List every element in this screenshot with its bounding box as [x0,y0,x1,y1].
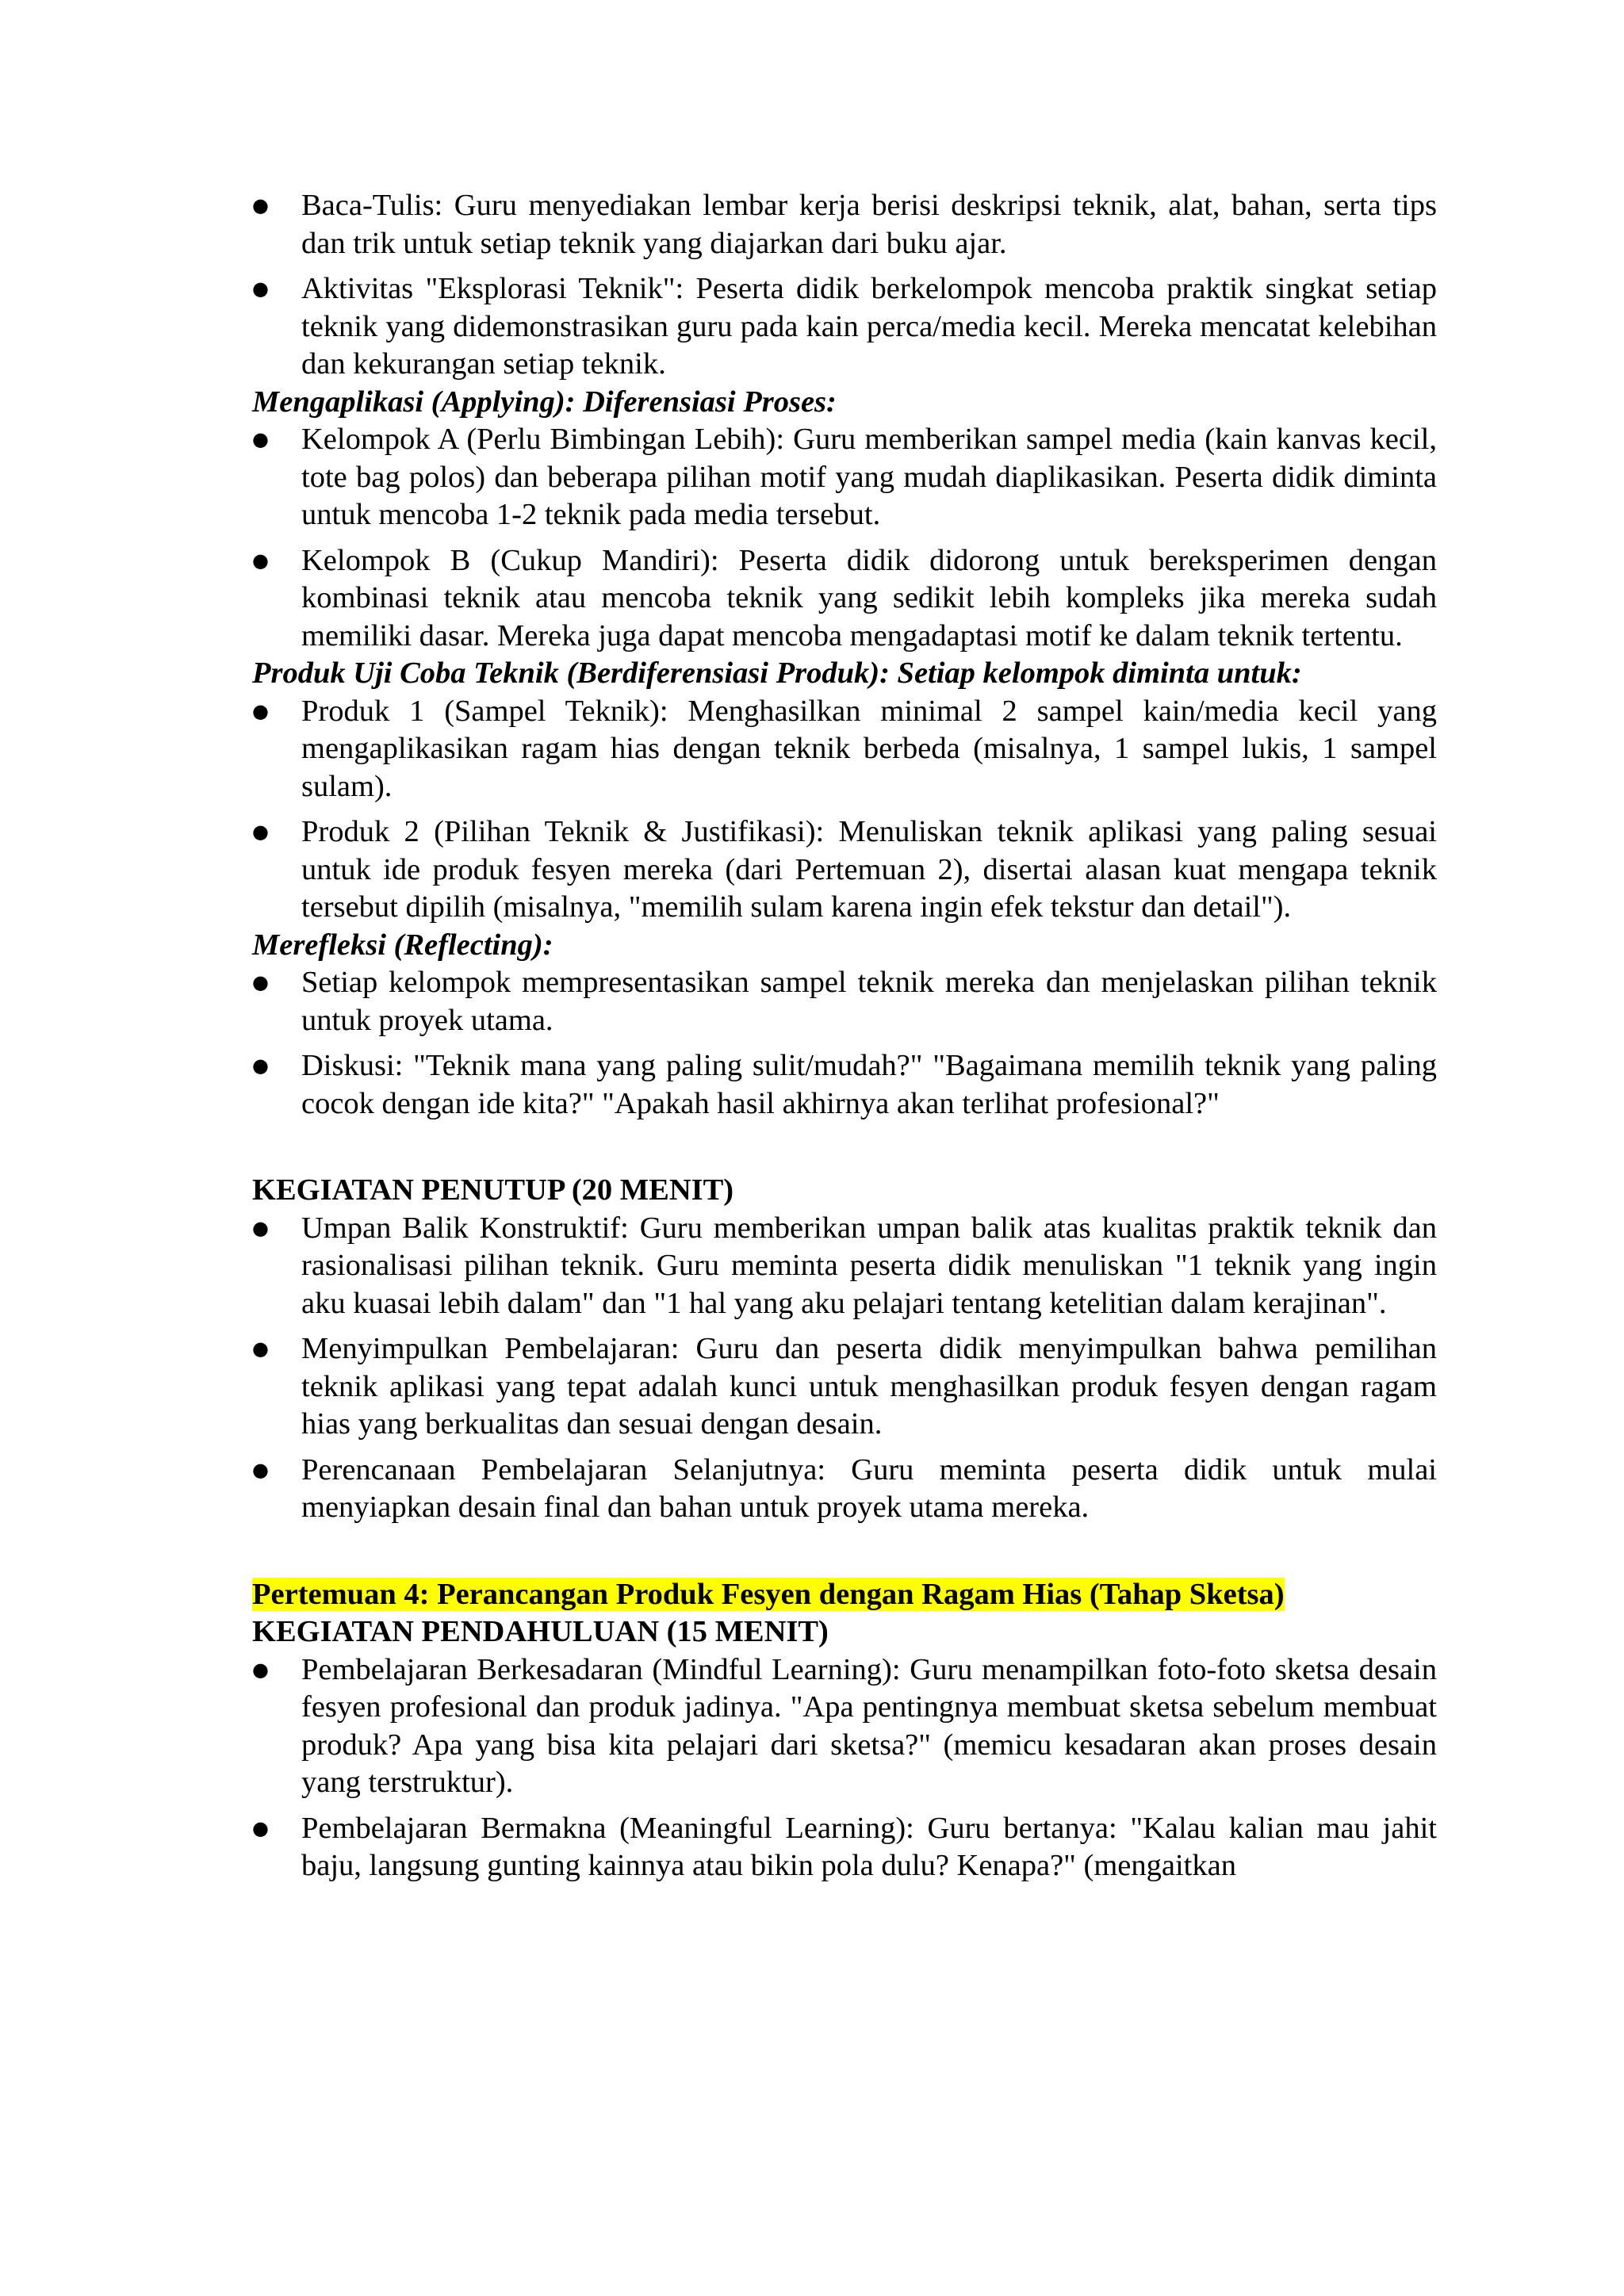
subheading-merefleksi: Merefleksi (Reflecting): [252,928,553,962]
list-item: ● Pembelajaran Bermakna (Meaningful Learning): Guru bertanya: "Kalau kalian mau jahit baju, langsung gunting kainnya atau bikin pola dulu? Kenapa?" (mengaitkan [252,1810,1437,1885]
bullet-list-pendahuluan [252,1651,1437,1885]
list-item: ● Aktivitas "Eksplorasi Teknik": Peserta didik berkelompok mencoba praktik singkat setiap teknik yang didemonstrasikan guru pada kain perca/media kecil. Mereka mencatat kelebihan dan kekurangan setiap teknik. [252,270,1437,384]
list-item: ● Produk 2 (Pilihan Teknik & Justifikasi): Menuliskan teknik aplikasi yang paling sesuai untuk ide produk fesyen mereka (dari Pertemuan 2), disertai alasan kuat mengapa teknik tersebut dipilih (misalnya, "memilih sulam karena ingin efek tekstur dan detail"). [252,813,1437,927]
list-item: ● Pembelajaran Berkesadaran (Mindful Learning): Guru menampilkan foto-foto sketsa desain fesyen profesional dan produk jadinya. "Apa pentingnya membuat sketsa sebelum membuat produk? Apa yang bisa kita pelajari dari sketsa?" (memicu kesadaran akan proses desain yang terstruktur). [252,1651,1437,1802]
bullet-list-mengaplikasi [252,421,1437,655]
document-page [252,187,1437,1885]
bullet-list-merefleksi [252,964,1437,1123]
list-item: ● Kelompok B (Cukup Mandiri): Peserta didik didorong untuk bereksperimen dengan kombinasi teknik atau mencoba teknik yang sedikit lebih kompleks jika mereka sudah memiliki dasar. Mereka juga dapat mencoba mengadaptasi motif ke dalam teknik tertentu. [252,542,1437,656]
section-heading-penutup: KEGIATAN PENUTUP (20 MENIT) [252,1173,734,1207]
list-item: ● Baca-Tulis: Guru menyediakan lembar kerja berisi deskripsi teknik, alat, bahan, serta tips dan trik untuk setiap teknik yang diajarkan dari buku ajar. [252,187,1437,262]
list-item: ● Diskusi: "Teknik mana yang paling sulit/mudah?" "Bagaimana memilih teknik yang paling cocok dengan ide kita?" "Apakah hasil akhirnya akan terlihat profesional?" [252,1047,1437,1123]
meeting-title [252,1576,1437,1614]
list-item: ● Produk 1 (Sampel Teknik): Menghasilkan minimal 2 sampel kain/media kecil yang mengaplikasikan ragam hias dengan teknik berbeda (misalnya, 1 sampel lukis, 1 sampel sulam). [252,693,1437,806]
list-item: ● Perencanaan Pembelajaran Selanjutnya: Guru meminta peserta didik untuk mulai menyiapkan desain final dan bahan untuk proyek utama mereka. [252,1452,1437,1527]
list-item: ● Menyimpulkan Pembelajaran: Guru dan peserta didik menyimpulkan bahwa pemilihan teknik aplikasi yang tepat adalah kunci untuk menghasilkan produk fesyen dengan ragam hias yang berkualitas dan sesuai dengan desain. [252,1330,1437,1444]
list-item: ● Umpan Balik Konstruktif: Guru memberikan umpan balik atas kualitas praktik teknik dan rasionalisasi pilihan teknik. Guru meminta peserta didik menuliskan "1 teknik yang ingin aku kuasai lebih dalam" dan "1 hal yang aku pelajari tentang ketelitian dalam kerajinan". [252,1210,1437,1323]
list-item: ● Kelompok A (Perlu Bimbingan Lebih): Guru memberikan sampel media (kain kanvas kecil, tote bag polos) dan beberapa pilihan motif yang mudah diaplikasikan. Peserta didik diminta untuk mencoba 1-2 teknik pada media tersebut. [252,421,1437,534]
bullet-list-produk [252,693,1437,927]
section-heading-pendahuluan: KEGIATAN PENDAHULUAN (15 MENIT) [252,1615,829,1648]
subheading-produk: Produk Uji Coba Teknik (Berdiferensiasi Produk): Setiap kelompok diminta untuk: [252,656,1302,690]
bullet-list-penutup [252,1210,1437,1527]
bullet-list-activities [252,187,1437,384]
list-item: ● Setiap kelompok mempresentasikan sampel teknik mereka dan menjelaskan pilihan teknik untuk proyek utama. [252,964,1437,1039]
subheading-mengaplikasi: Mengaplikasi (Applying): Diferensiasi Proses: [252,385,837,419]
highlighted-meeting-title: Pertemuan 4: Perancangan Produk Fesyen dengan Ragam Hias (Tahap Sketsa) [252,1577,1285,1611]
